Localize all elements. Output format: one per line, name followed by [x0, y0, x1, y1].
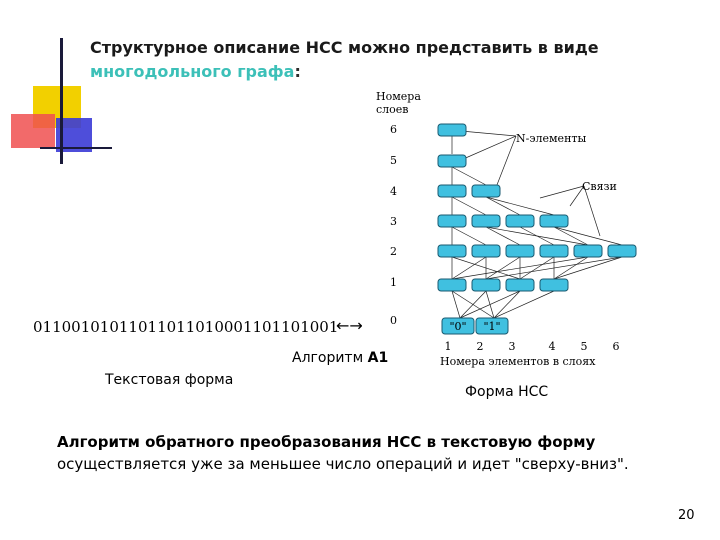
- graph-node: [472, 185, 500, 197]
- multipartite-graph-diagram: [340, 84, 640, 374]
- graph-node: [438, 215, 466, 227]
- graph-node: [438, 155, 466, 167]
- graph-node: [438, 185, 466, 197]
- decorative-horizontal-line: [40, 147, 112, 149]
- algorithm-prefix: Алгоритм: [292, 350, 368, 366]
- conclusion-line2: осуществляется уже за меньшее число операций и идет "сверху-вниз".: [57, 455, 629, 473]
- slide-title-line1: Структурное описание НСС можно представить в виде: [90, 38, 599, 57]
- graph-node: [438, 245, 466, 257]
- graph-node: [472, 245, 500, 257]
- bidirectional-arrow-icon: ←→: [336, 316, 363, 335]
- n-elements-label: N-элементы: [516, 132, 587, 145]
- layer-number: 6: [390, 123, 397, 136]
- element-numbers: [445, 340, 620, 353]
- element-number: 1: [444, 340, 452, 353]
- layer-header-line2: слоев: [376, 103, 409, 116]
- element-number: 5: [580, 340, 588, 353]
- graph-nodes: [438, 124, 636, 334]
- decorative-red-square: [11, 114, 55, 148]
- graph-node: [438, 279, 466, 291]
- element-number: 2: [476, 340, 484, 353]
- slide-title-line2: [90, 62, 301, 81]
- graph-node: [574, 245, 602, 257]
- element-axis-label: Номера элементов в слоях: [440, 355, 596, 368]
- graph-node: [472, 215, 500, 227]
- layer-number: 0: [390, 314, 397, 327]
- layer-number: 2: [390, 245, 397, 258]
- conclusion-line1: Алгоритм обратного преобразования НСС в текстовую форму: [57, 433, 596, 451]
- element-number: 6: [612, 340, 620, 353]
- graph-node: [608, 245, 636, 257]
- links-label: Связи: [582, 180, 617, 193]
- title-highlight: многодольного графа: [90, 62, 295, 81]
- title-suffix: :: [294, 62, 301, 81]
- element-number: 4: [548, 340, 556, 353]
- graph-node: [472, 279, 500, 291]
- algorithm-name: А1: [367, 350, 389, 366]
- decorative-vertical-line: [60, 38, 63, 164]
- layer-number: 4: [390, 185, 397, 198]
- layer-number: 3: [390, 215, 397, 228]
- graph-node: [506, 279, 534, 291]
- graph-node: [438, 124, 466, 136]
- page-number: 20: [678, 508, 695, 523]
- layer-number: 1: [390, 276, 397, 289]
- graph-node: [540, 245, 568, 257]
- graph-node: [540, 215, 568, 227]
- layer-header-line1: Номера: [376, 90, 421, 103]
- graph-node: [506, 245, 534, 257]
- graph-node: [506, 215, 534, 227]
- ncc-form-label: Форма НСС: [465, 384, 549, 400]
- text-form-label: Текстовая форма: [105, 372, 234, 388]
- input-node-zero-label: "0": [449, 320, 467, 333]
- layer-numbers: [390, 123, 397, 327]
- binary-string: 01100101011011011010001101101001: [33, 318, 339, 336]
- input-node-one-label: "1": [483, 320, 501, 333]
- graph-node: [540, 279, 568, 291]
- element-number: 3: [508, 340, 516, 353]
- layer-number: 5: [390, 154, 397, 167]
